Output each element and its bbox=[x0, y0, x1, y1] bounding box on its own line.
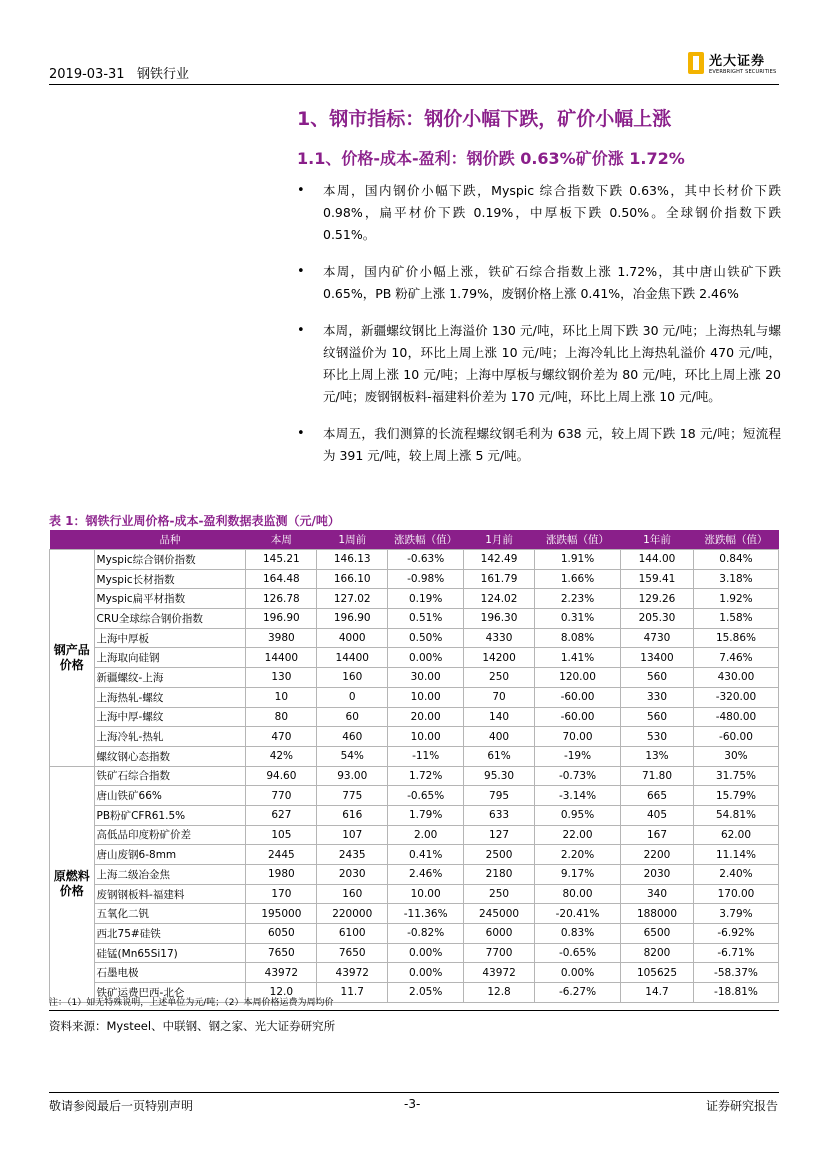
row-value: 195000 bbox=[246, 904, 317, 924]
row-value: 94.60 bbox=[246, 766, 317, 786]
row-value: 400 bbox=[464, 727, 535, 747]
row-value: 6100 bbox=[317, 924, 388, 944]
page-number: -3- bbox=[404, 1097, 421, 1111]
row-value: 14400 bbox=[246, 648, 317, 668]
row-value: 160 bbox=[317, 668, 388, 688]
logo-name-en: EVERBRIGHT SECURITIES bbox=[709, 69, 777, 75]
row-value: 43972 bbox=[246, 963, 317, 983]
row-value: 20.00 bbox=[388, 707, 464, 727]
row-value: 170.00 bbox=[693, 884, 778, 904]
row-value: -0.65% bbox=[388, 786, 464, 806]
row-value: -11.36% bbox=[388, 904, 464, 924]
row-value: 7.46% bbox=[693, 648, 778, 668]
table-row bbox=[50, 668, 779, 688]
table-source: 资料来源：Mysteel、中联钢、钢之家、光大证券研究所 bbox=[49, 1019, 336, 1033]
row-value: -6.92% bbox=[693, 924, 778, 944]
row-value: 245000 bbox=[464, 904, 535, 924]
table-row bbox=[50, 589, 779, 609]
row-value: 0.95% bbox=[534, 805, 620, 825]
row-item-name: Myspic综合钢价指数 bbox=[94, 550, 246, 570]
bullet-text: 本周，国内钢价小幅下跌，Myspic 综合指数下跌 0.63%，其中长材价下跌 0.98%，扁平材价下跌 0.19%，中厚板下跌 0.50%。全球钢价指数下跌 0.51%。 bbox=[323, 183, 781, 242]
subsection-heading: 1.1、价格-成本-盈利：钢价跌 0.63%矿价涨 1.72% bbox=[297, 149, 685, 168]
row-value: -320.00 bbox=[693, 687, 778, 707]
row-value: 0.00% bbox=[388, 648, 464, 668]
bullet-dot: • bbox=[297, 264, 305, 279]
row-value: 9.17% bbox=[534, 865, 620, 885]
row-value: 0 bbox=[317, 687, 388, 707]
row-value: 167 bbox=[621, 825, 694, 845]
row-value: 7650 bbox=[317, 943, 388, 963]
row-value: 2.00 bbox=[388, 825, 464, 845]
category-label: 钢产品价格 bbox=[50, 550, 95, 767]
row-value: 11.14% bbox=[693, 845, 778, 865]
row-value: 2200 bbox=[621, 845, 694, 865]
row-value: 2.46% bbox=[388, 865, 464, 885]
table-row bbox=[50, 904, 779, 924]
row-value: 2030 bbox=[621, 865, 694, 885]
row-value: 105625 bbox=[621, 963, 694, 983]
bullet-dot: • bbox=[297, 323, 305, 338]
row-item-name: 上海中厚板 bbox=[94, 628, 246, 648]
row-value: 460 bbox=[317, 727, 388, 747]
header-blank bbox=[50, 530, 95, 550]
row-value: 127 bbox=[464, 825, 535, 845]
row-value: 627 bbox=[246, 805, 317, 825]
row-value: -0.73% bbox=[534, 766, 620, 786]
row-value: 340 bbox=[621, 884, 694, 904]
row-value: 6050 bbox=[246, 924, 317, 944]
row-value: 71.80 bbox=[621, 766, 694, 786]
row-value: 3980 bbox=[246, 628, 317, 648]
report-date: 2019-03-31 bbox=[49, 67, 125, 82]
row-value: 0.41% bbox=[388, 845, 464, 865]
row-value: 2.05% bbox=[388, 983, 464, 1003]
row-value: 470 bbox=[246, 727, 317, 747]
row-value: 62.00 bbox=[693, 825, 778, 845]
row-value: 10.00 bbox=[388, 727, 464, 747]
row-value: 0.84% bbox=[693, 550, 778, 570]
row-value: 7700 bbox=[464, 943, 535, 963]
table-row bbox=[50, 884, 779, 904]
section-heading: 1、钢市指标：钢价小幅下跌，矿价小幅上涨 bbox=[297, 108, 672, 130]
row-value: 124.02 bbox=[464, 589, 535, 609]
row-value: 54.81% bbox=[693, 805, 778, 825]
row-value: 14400 bbox=[317, 648, 388, 668]
price-cost-profit-table bbox=[49, 530, 779, 1003]
bullet-item bbox=[297, 320, 781, 408]
row-value: 30% bbox=[693, 746, 778, 766]
row-value: 12.8 bbox=[464, 983, 535, 1003]
table-row bbox=[50, 943, 779, 963]
table-row bbox=[50, 628, 779, 648]
row-value: 160 bbox=[317, 884, 388, 904]
row-value: 30.00 bbox=[388, 668, 464, 688]
row-value: 10.00 bbox=[388, 687, 464, 707]
row-item-name: 石墨电极 bbox=[94, 963, 246, 983]
row-item-name: 上海热轧-螺纹 bbox=[94, 687, 246, 707]
source-divider bbox=[49, 1010, 779, 1011]
row-value: 15.86% bbox=[693, 628, 778, 648]
footer-report-type: 证券研究报告 bbox=[705, 1099, 778, 1113]
row-value: 12.0 bbox=[246, 983, 317, 1003]
row-value: 1.41% bbox=[534, 648, 620, 668]
header-1y-ago: 1年前 bbox=[621, 530, 694, 550]
row-value: 2445 bbox=[246, 845, 317, 865]
report-date-industry bbox=[49, 63, 189, 82]
row-value: 13400 bbox=[621, 648, 694, 668]
row-value: 2.23% bbox=[534, 589, 620, 609]
row-value: 220000 bbox=[317, 904, 388, 924]
table-row bbox=[50, 550, 779, 570]
logo-name-cn: 光大证券 bbox=[709, 54, 766, 69]
table-row bbox=[50, 569, 779, 589]
table-row bbox=[50, 963, 779, 983]
row-value: 145.21 bbox=[246, 550, 317, 570]
row-item-name: 上海冷轧-热轧 bbox=[94, 727, 246, 747]
row-item-name: Myspic长材指数 bbox=[94, 569, 246, 589]
row-item-name: 五氧化二钒 bbox=[94, 904, 246, 924]
row-value: 15.79% bbox=[693, 786, 778, 806]
row-value: 560 bbox=[621, 707, 694, 727]
row-value: 2180 bbox=[464, 865, 535, 885]
row-item-name: 上海取向硅钢 bbox=[94, 648, 246, 668]
row-value: 54% bbox=[317, 746, 388, 766]
row-value: 1980 bbox=[246, 865, 317, 885]
row-value: 0.19% bbox=[388, 589, 464, 609]
table-row bbox=[50, 687, 779, 707]
row-item-name: 新疆螺纹-上海 bbox=[94, 668, 246, 688]
row-value: -11% bbox=[388, 746, 464, 766]
industry-label: 钢铁行业 bbox=[136, 67, 189, 82]
company-logo bbox=[688, 50, 776, 75]
header-this-week: 本周 bbox=[246, 530, 317, 550]
row-value: 0.00% bbox=[388, 943, 464, 963]
table-row bbox=[50, 786, 779, 806]
row-value: -60.00 bbox=[534, 707, 620, 727]
row-value: 2.20% bbox=[534, 845, 620, 865]
row-value: 616 bbox=[317, 805, 388, 825]
row-value: 146.13 bbox=[317, 550, 388, 570]
table-header-row bbox=[50, 530, 779, 550]
header-1m-ago: 1月前 bbox=[464, 530, 535, 550]
table-row bbox=[50, 865, 779, 885]
table-row bbox=[50, 746, 779, 766]
category-label: 原燃料价格 bbox=[50, 766, 95, 1002]
row-value: -0.65% bbox=[534, 943, 620, 963]
row-item-name: 螺纹钢心态指数 bbox=[94, 746, 246, 766]
row-value: 1.58% bbox=[693, 609, 778, 629]
bullet-text: 本周，新疆螺纹钢比上海溢价 130 元/吨，环比上周下跌 30 元/吨；上海热轧与螺纹钢溢价为 10，环比上周上涨 10 元/吨；上海冷轧比上海热轧溢价 470 元/吨，环比上周上涨 10 元/吨；上海中厚板与螺纹钢价差为 80 元/吨，环比上周上涨 20 元/吨；废钢钢板料-福建料价差为 170 元/吨，环比上周上涨 10 元/吨。 bbox=[323, 323, 781, 404]
row-value: 633 bbox=[464, 805, 535, 825]
bullet-item bbox=[297, 423, 781, 467]
row-value: 129.26 bbox=[621, 589, 694, 609]
bullet-item bbox=[297, 180, 781, 246]
row-value: 42% bbox=[246, 746, 317, 766]
row-value: 2435 bbox=[317, 845, 388, 865]
row-value: 60 bbox=[317, 707, 388, 727]
row-item-name: 西北75#硅铁 bbox=[94, 924, 246, 944]
row-value: 250 bbox=[464, 668, 535, 688]
row-value: 2.40% bbox=[693, 865, 778, 885]
row-value: 665 bbox=[621, 786, 694, 806]
row-value: 11.7 bbox=[317, 983, 388, 1003]
row-value: 6000 bbox=[464, 924, 535, 944]
row-item-name: 硅锰(Mn65Si17) bbox=[94, 943, 246, 963]
row-value: 0.50% bbox=[388, 628, 464, 648]
header-change-1m: 涨跌幅（值） bbox=[534, 530, 620, 550]
footer-disclaimer: 敬请参阅最后一页特别声明 bbox=[49, 1099, 194, 1113]
row-value: 61% bbox=[464, 746, 535, 766]
row-item-name: 上海中厚-螺纹 bbox=[94, 707, 246, 727]
row-value: 0.31% bbox=[534, 609, 620, 629]
footer-divider bbox=[49, 1092, 779, 1093]
row-value: 14200 bbox=[464, 648, 535, 668]
row-value: 770 bbox=[246, 786, 317, 806]
row-value: -480.00 bbox=[693, 707, 778, 727]
row-value: 126.78 bbox=[246, 589, 317, 609]
row-value: -58.37% bbox=[693, 963, 778, 983]
row-value: 1.66% bbox=[534, 569, 620, 589]
row-value: 43972 bbox=[464, 963, 535, 983]
header-item: 品种 bbox=[94, 530, 246, 550]
row-value: 4730 bbox=[621, 628, 694, 648]
row-value: 775 bbox=[317, 786, 388, 806]
table-row bbox=[50, 825, 779, 845]
table-note: 注：（1）如无特殊说明，上述单位为元/吨；（2）本周价格运费为周均价 bbox=[49, 998, 334, 1008]
row-value: 93.00 bbox=[317, 766, 388, 786]
row-value: 142.49 bbox=[464, 550, 535, 570]
row-value: 80.00 bbox=[534, 884, 620, 904]
table-row bbox=[50, 727, 779, 747]
row-value: 8200 bbox=[621, 943, 694, 963]
row-value: 205.30 bbox=[621, 609, 694, 629]
table-title: 表 1：钢铁行业周价格-成本-盈利数据表监测（元/吨） bbox=[49, 514, 340, 528]
row-value: -6.27% bbox=[534, 983, 620, 1003]
row-value: 170 bbox=[246, 884, 317, 904]
row-value: 1.92% bbox=[693, 589, 778, 609]
row-value: 70.00 bbox=[534, 727, 620, 747]
logo-mark-icon bbox=[688, 52, 704, 74]
row-value: -0.98% bbox=[388, 569, 464, 589]
row-value: 0.51% bbox=[388, 609, 464, 629]
row-value: 1.91% bbox=[534, 550, 620, 570]
header-change-1y: 涨跌幅（值） bbox=[693, 530, 778, 550]
row-value: 188000 bbox=[621, 904, 694, 924]
row-value: 250 bbox=[464, 884, 535, 904]
row-value: 3.79% bbox=[693, 904, 778, 924]
row-value: 6500 bbox=[621, 924, 694, 944]
row-item-name: 废钢钢板料-福建料 bbox=[94, 884, 246, 904]
row-item-name: 唐山铁矿66% bbox=[94, 786, 246, 806]
row-value: 10.00 bbox=[388, 884, 464, 904]
row-value: 196.90 bbox=[317, 609, 388, 629]
table-row bbox=[50, 805, 779, 825]
row-value: 196.90 bbox=[246, 609, 317, 629]
header-1w-ago: 1周前 bbox=[317, 530, 388, 550]
row-value: 196.30 bbox=[464, 609, 535, 629]
row-item-name: 上海二级冶金焦 bbox=[94, 865, 246, 885]
row-value: -6.71% bbox=[693, 943, 778, 963]
row-value: -20.41% bbox=[534, 904, 620, 924]
bullet-dot: • bbox=[297, 183, 305, 198]
row-value: 10 bbox=[246, 687, 317, 707]
header-divider bbox=[49, 84, 779, 85]
table-row bbox=[50, 707, 779, 727]
row-value: 127.02 bbox=[317, 589, 388, 609]
row-value: -0.63% bbox=[388, 550, 464, 570]
row-item-name: 高低品印度粉矿价差 bbox=[94, 825, 246, 845]
table-row bbox=[50, 766, 779, 786]
row-item-name: 铁矿运费巴西-北仑 bbox=[94, 983, 246, 1003]
row-value: 4330 bbox=[464, 628, 535, 648]
row-value: 530 bbox=[621, 727, 694, 747]
bullet-item bbox=[297, 261, 781, 305]
row-value: 140 bbox=[464, 707, 535, 727]
row-value: -19% bbox=[534, 746, 620, 766]
table-row bbox=[50, 924, 779, 944]
row-value: -60.00 bbox=[693, 727, 778, 747]
row-value: 795 bbox=[464, 786, 535, 806]
row-value: 8.08% bbox=[534, 628, 620, 648]
row-item-name: CRU全球综合钢价指数 bbox=[94, 609, 246, 629]
row-value: 3.18% bbox=[693, 569, 778, 589]
row-value: 405 bbox=[621, 805, 694, 825]
table-row bbox=[50, 648, 779, 668]
row-value: 4000 bbox=[317, 628, 388, 648]
row-value: 120.00 bbox=[534, 668, 620, 688]
row-value: 166.10 bbox=[317, 569, 388, 589]
row-value: -60.00 bbox=[534, 687, 620, 707]
row-value: 22.00 bbox=[534, 825, 620, 845]
row-value: 144.00 bbox=[621, 550, 694, 570]
row-value: 107 bbox=[317, 825, 388, 845]
row-item-name: 唐山废钢6-8mm bbox=[94, 845, 246, 865]
bullet-text: 本周五，我们测算的长流程螺纹钢毛利为 638 元，较上周下跌 18 元/吨；短流程为 391 元/吨，较上周上涨 5 元/吨。 bbox=[323, 426, 781, 463]
row-value: 430.00 bbox=[693, 668, 778, 688]
row-item-name: 铁矿石综合指数 bbox=[94, 766, 246, 786]
row-value: 7650 bbox=[246, 943, 317, 963]
row-value: 0.00% bbox=[534, 963, 620, 983]
row-value: 130 bbox=[246, 668, 317, 688]
row-value: 43972 bbox=[317, 963, 388, 983]
table-row bbox=[50, 845, 779, 865]
row-value: 13% bbox=[621, 746, 694, 766]
row-value: 1.72% bbox=[388, 766, 464, 786]
row-value: 0.00% bbox=[388, 963, 464, 983]
row-item-name: PB粉矿CFR61.5% bbox=[94, 805, 246, 825]
row-value: 70 bbox=[464, 687, 535, 707]
bullet-dot: • bbox=[297, 426, 305, 441]
row-item-name: Myspic扁平材指数 bbox=[94, 589, 246, 609]
row-value: 164.48 bbox=[246, 569, 317, 589]
row-value: 161.79 bbox=[464, 569, 535, 589]
bullet-text: 本周，国内矿价小幅上涨，铁矿石综合指数上涨 1.72%，其中唐山铁矿下跌 0.65%，PB 粉矿上涨 1.79%，废钢价格上涨 0.41%，冶金焦下跌 2.46% bbox=[323, 264, 781, 301]
row-value: 2030 bbox=[317, 865, 388, 885]
row-value: -3.14% bbox=[534, 786, 620, 806]
row-value: 159.41 bbox=[621, 569, 694, 589]
table-row bbox=[50, 609, 779, 629]
row-value: 95.30 bbox=[464, 766, 535, 786]
row-value: 0.83% bbox=[534, 924, 620, 944]
row-value: 2500 bbox=[464, 845, 535, 865]
row-value: 105 bbox=[246, 825, 317, 845]
row-value: 560 bbox=[621, 668, 694, 688]
bullet-list bbox=[297, 180, 781, 482]
price-table-wrapper bbox=[49, 530, 779, 1003]
row-value: -0.82% bbox=[388, 924, 464, 944]
row-value: 14.7 bbox=[621, 983, 694, 1003]
row-value: 1.79% bbox=[388, 805, 464, 825]
header-change-1w: 涨跌幅（值） bbox=[388, 530, 464, 550]
row-value: 31.75% bbox=[693, 766, 778, 786]
row-value: 80 bbox=[246, 707, 317, 727]
row-value: -18.81% bbox=[693, 983, 778, 1003]
row-value: 330 bbox=[621, 687, 694, 707]
